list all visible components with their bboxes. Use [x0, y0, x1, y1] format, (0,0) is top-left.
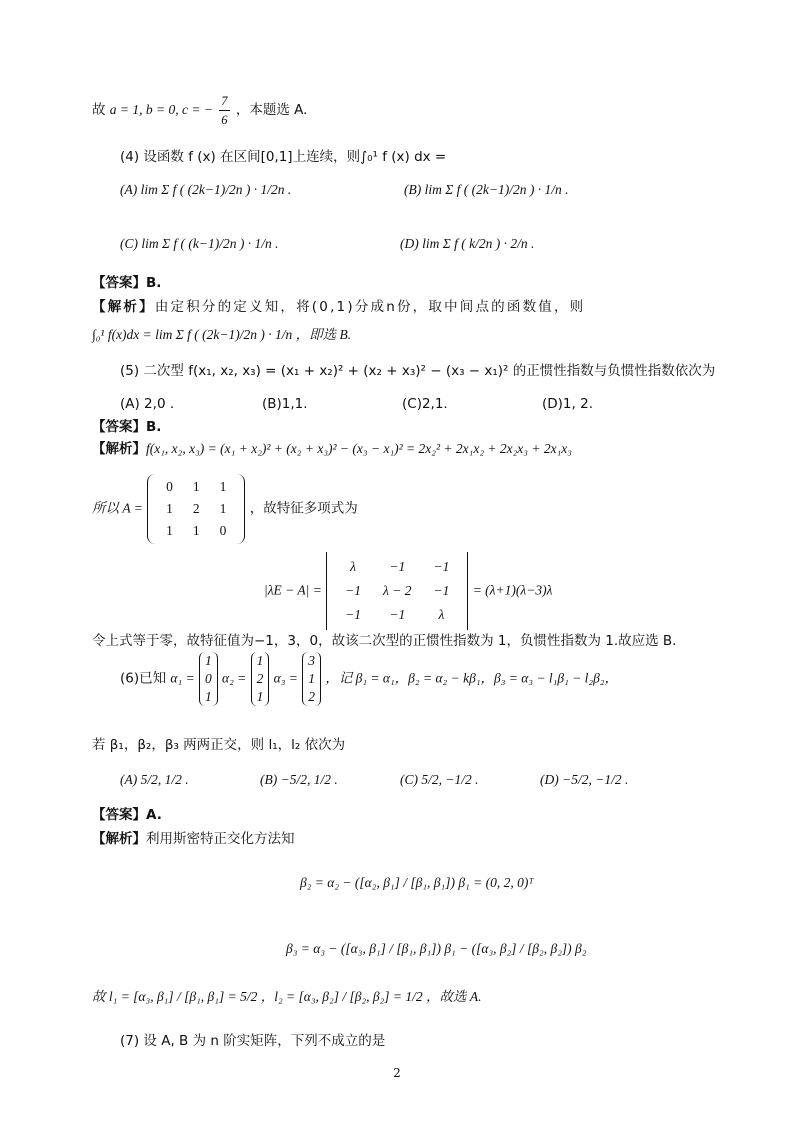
- q6-option-d: (D) −5/2, −1/2 .: [540, 772, 629, 787]
- vector-label: α₁ =: [170, 670, 195, 686]
- determinant-result: = (λ+1)(λ−3)λ: [472, 582, 553, 598]
- matrix-cell: 0: [219, 523, 227, 538]
- det-cell: −1: [433, 559, 450, 574]
- matrix-cell: 1: [166, 501, 173, 516]
- question-5-stem: (5) 二次型 f(x₁, x₂, x₃) = (x₁ + x₂)² + (x₂ + x₃)² − (x₃ − x₁)² 的正惯性指数与负惯性指数依次为: [120, 363, 716, 379]
- q5-option-c: (C)2,1.: [402, 396, 448, 412]
- det-cell: λ: [438, 607, 445, 622]
- q4-analysis-formula: ∫₀¹ f(x)dx = lim Σ f ( (2k−1)/2n ) · 1/n ，即选 B.: [92, 327, 352, 342]
- q5-conclusion: 令上式等于零，故特征值为−1，3，0，故该二次型的正惯性指数为 1，负惯性指数为 1.故应选 B.: [92, 633, 677, 649]
- det-cell: −1: [345, 583, 362, 598]
- q5-option-d: (D)1, 2.: [542, 396, 593, 412]
- det-cell: −1: [389, 559, 406, 574]
- matrix-a: [147, 474, 245, 544]
- matrix-cell: 1: [219, 479, 227, 494]
- numerator: 7: [219, 92, 229, 111]
- q5-option-b: (B)1,1.: [262, 396, 308, 412]
- matrix-cell: 1: [192, 523, 200, 538]
- conclusion-line: [92, 92, 307, 129]
- det-cell: −1: [433, 583, 450, 598]
- q6-result: 故 l₁ = [α₃, β₁] / [β₁, β₁] = 5/2 ，l₂ = [α₃, β₂] / [β₂, β₂] = 1/2 ，故选 A.: [92, 989, 482, 1004]
- denominator: 6: [221, 113, 228, 127]
- text: 故: [92, 102, 106, 118]
- vector-entry: 2: [308, 689, 315, 704]
- analysis-label: 【解析】: [92, 299, 155, 315]
- matrix-cell: 1: [219, 501, 227, 516]
- determinant-label: |λE − A| =: [264, 582, 322, 598]
- q5-analysis: [92, 440, 572, 458]
- q4-analysis: [92, 298, 585, 316]
- q4-option-b: (B) lim Σ f ( (2k−1)/2n ) · 1/n .: [404, 182, 569, 197]
- vector-label: α₂ =: [222, 670, 247, 686]
- vector-alpha1: [199, 652, 218, 706]
- question-6-condition: 若 β₁，β₂，β₃ 两两正交，则 l₁，l₂ 依次为: [92, 737, 346, 753]
- q5-answer: 【答案】B.: [92, 419, 162, 435]
- matrix-cell: 0: [166, 479, 173, 494]
- det-cell: λ − 2: [383, 583, 412, 598]
- vector-entry: 0: [204, 671, 212, 686]
- matrix-cell: 1: [192, 479, 200, 494]
- analysis-label: 【解析】: [92, 441, 146, 457]
- question-7-stem: (7) 设 A, B 为 n 阶实矩阵，下列不成立的是: [120, 1033, 386, 1049]
- vector-entry: 2: [256, 671, 264, 686]
- matrix-cell: 2: [192, 501, 200, 516]
- vector-entry: 1: [308, 671, 315, 686]
- fraction: [219, 92, 229, 129]
- q6-option-a: (A) 5/2, 1/2 .: [120, 772, 189, 787]
- math-expression: a = 1, b = 0, c = −: [109, 102, 213, 117]
- vector-label: α₃ =: [273, 670, 298, 686]
- q4-option-a: (A) lim Σ f ( (2k−1)/2n ) · 1/2n .: [120, 182, 292, 197]
- text: ，记 β₁ = α₁，β₂ = α₂ − kβ₁，β₃ = α₃ − l₁β₁ − l₂β₂，: [325, 670, 619, 686]
- text: ，故特征多项式为: [249, 500, 358, 517]
- matrix-label: 所以 A =: [92, 500, 143, 516]
- text: (6)已知: [120, 670, 167, 687]
- text: ，本题选 A.: [235, 102, 308, 118]
- q4-option-d: (D) lim Σ f ( k/2n ) · 2/n .: [400, 236, 535, 251]
- vector-alpha2: [251, 652, 270, 706]
- vector-entry: 1: [204, 653, 212, 668]
- determinant: [326, 552, 468, 630]
- page-number: 2: [393, 1066, 401, 1080]
- matrix-line: [92, 474, 358, 544]
- q6-equation-beta2: β₂ = α₂ − ([α₂, β₁] / [β₁, β₁]) β₁ = (0, 2, 0)ᵀ: [300, 875, 534, 890]
- vector-entry: 3: [308, 653, 315, 668]
- question-4-stem: (4) 设函数 f (x) 在区间[0,1]上连续，则∫₀¹ f (x) dx =: [120, 149, 447, 165]
- q5-option-a: (A) 2,0 .: [120, 396, 175, 412]
- analysis-label: 【解析】: [92, 831, 146, 847]
- vector-entry: 1: [204, 689, 212, 704]
- analysis-text: 利用斯密特正交化方法知: [146, 831, 295, 847]
- vector-entry: 1: [256, 653, 264, 668]
- vector-entry: 1: [256, 689, 264, 704]
- question-6-stem: [120, 652, 618, 706]
- q4-answer: 【答案】B.: [92, 275, 162, 291]
- q4-option-c: (C) lim Σ f ( (k−1)/2n ) · 1/n .: [120, 236, 279, 251]
- matrix-cell: 1: [166, 523, 173, 538]
- vector-alpha3: [302, 652, 321, 706]
- q6-analysis: [92, 830, 295, 848]
- q6-equation-beta3: β₃ = α₃ − ([α₃, β₁] / [β₁, β₁]) β₁ − ([α₃, β₂] / [β₂, β₂]) β₂: [286, 941, 587, 956]
- determinant-line: [264, 552, 552, 630]
- q6-option-b: (B) −5/2, 1/2 .: [260, 772, 338, 787]
- analysis-formula: f(x₁, x₂, x₃) = (x₁ + x₂)² + (x₂ + x₃)² − (x₃ − x₁)² = 2x₂² + 2x₁x₂ + 2x₂x₃ + 2x₁x₃: [146, 441, 572, 456]
- analysis-text: 由定积分的定义知，将(0,1)分成n份，取中间点的函数值，则: [154, 299, 586, 315]
- det-cell: λ: [350, 559, 357, 574]
- q6-answer: 【答案】A.: [92, 807, 162, 823]
- q6-option-c: (C) 5/2, −1/2 .: [400, 772, 479, 787]
- det-cell: −1: [389, 607, 406, 622]
- det-cell: −1: [345, 607, 362, 622]
